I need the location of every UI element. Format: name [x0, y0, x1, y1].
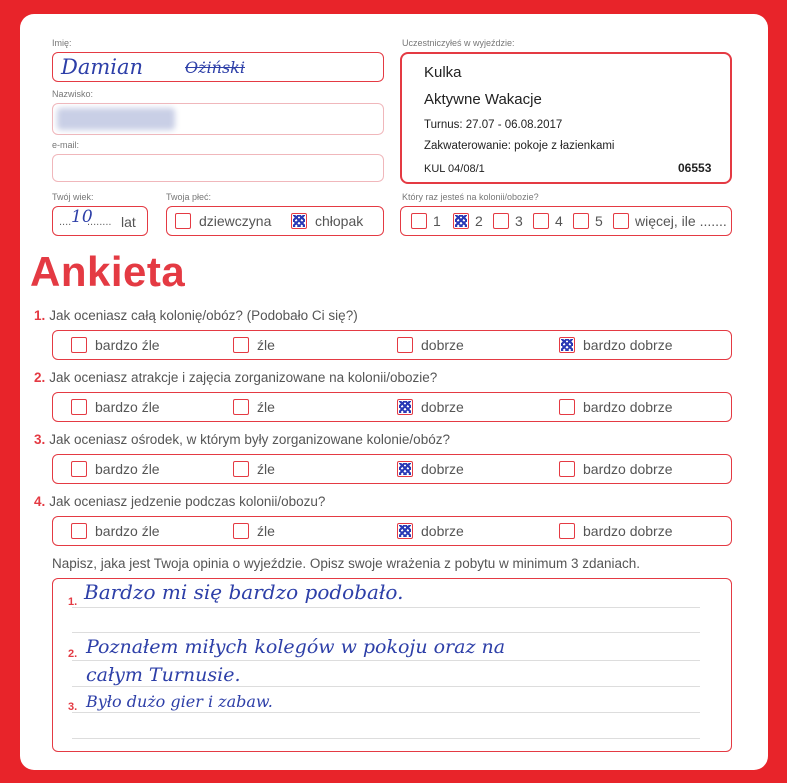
question-3-text: 3. Jak oceniasz ośrodek, w którym były zorganizowane kolonie/obóz?: [34, 432, 450, 447]
times-checkbox-5[interactable]: [573, 213, 589, 229]
question-1-text: 1. Jak oceniasz całą kolonię/obóz? (Podobało Ci się?): [34, 308, 358, 323]
answer-line: całym Turnusie.: [86, 664, 241, 686]
option-label: dobrze: [421, 461, 464, 477]
camp-code: KUL 04/08/1: [424, 163, 485, 175]
camp-accommodation: Zakwaterowanie: pokoje z łazienkami: [424, 140, 615, 152]
age-label: Twój wiek:: [52, 192, 94, 202]
surname-label: Nazwisko:: [52, 89, 94, 99]
option-checkbox-bardzo-zle[interactable]: [71, 399, 87, 415]
times-checkbox-4[interactable]: [533, 213, 549, 229]
option-label: bardzo źle: [95, 337, 160, 353]
times-checkbox-1[interactable]: [411, 213, 427, 229]
gender-checkbox-girl[interactable]: [175, 213, 191, 229]
option-checkbox-dobrze[interactable]: [397, 399, 413, 415]
camp-number: 06553: [678, 161, 712, 175]
opinion-prompt: Napisz, jaka jest Twoja opinia o wyjeździe. Opisz swoje wrażenia z pobytu w minimum 3 zdaniach.: [52, 556, 641, 571]
times-checkbox-3[interactable]: [493, 213, 509, 229]
times-checkbox-2[interactable]: [453, 213, 469, 229]
option-checkbox-bardzo-zle[interactable]: [71, 523, 87, 539]
answer-line: Było dużo gier i zabaw.: [86, 692, 273, 711]
gender-label: Twoja płeć:: [166, 192, 212, 202]
survey-title: Ankieta: [30, 248, 186, 295]
name-field[interactable]: [52, 52, 384, 82]
option-label: źle: [257, 337, 275, 353]
writing-line: [72, 686, 700, 687]
camp-turnus: Turnus: 27.07 - 06.08.2017: [424, 119, 563, 131]
email-label: e-mail:: [52, 140, 80, 150]
option-checkbox-zle[interactable]: [233, 461, 249, 477]
option-label: dobrze: [421, 337, 464, 353]
option-checkbox-bardzo-dobrze[interactable]: [559, 523, 575, 539]
option-checkbox-dobrze[interactable]: [397, 461, 413, 477]
age-unit: lat: [121, 214, 136, 230]
option-label: dobrze: [421, 523, 464, 539]
question-1-options: [52, 330, 732, 360]
surname-redacted: [57, 108, 175, 130]
answer-number: 2.: [68, 648, 78, 660]
option-checkbox-bardzo-dobrze[interactable]: [559, 461, 575, 477]
answer-number: 1.: [68, 596, 78, 608]
writing-line: [72, 712, 700, 713]
option-checkbox-zle[interactable]: [233, 399, 249, 415]
times-checkbox-more[interactable]: [613, 213, 629, 229]
writing-line: [72, 632, 700, 633]
times-label: Który raz jesteś na kolonii/obozie?: [402, 192, 539, 202]
question-3-options: [52, 454, 732, 484]
option-checkbox-zle[interactable]: [233, 523, 249, 539]
email-field[interactable]: [52, 154, 384, 182]
name-value: Damian: [61, 55, 144, 79]
option-label: bardzo dobrze: [583, 523, 673, 539]
option-label: bardzo dobrze: [583, 461, 673, 477]
option-checkbox-bardzo-zle[interactable]: [71, 461, 87, 477]
answer-line: Poznałem miłych kolegów w pokoju oraz na: [86, 636, 506, 658]
answer-number: 3.: [68, 701, 78, 713]
gender-group: [166, 206, 384, 236]
writing-line: [72, 660, 700, 661]
name-label: Imię:: [52, 38, 72, 48]
age-value: 10: [71, 207, 93, 227]
option-checkbox-bardzo-zle[interactable]: [71, 337, 87, 353]
camp-info-box: [400, 52, 732, 184]
option-checkbox-bardzo-dobrze[interactable]: [559, 337, 575, 353]
gender-option-boy: chłopak: [315, 213, 364, 229]
age-field[interactable]: .... 10 ........ lat: [52, 206, 148, 236]
option-checkbox-dobrze[interactable]: [397, 337, 413, 353]
option-label: bardzo dobrze: [583, 399, 673, 415]
option-label: bardzo dobrze: [583, 337, 673, 353]
times-group: 1 2 3 4 5 więcej, ile .......: [400, 206, 732, 236]
surname-crossed: Ożiński: [185, 58, 245, 77]
camp-brand: Aktywne Wakacje: [424, 91, 542, 108]
option-checkbox-bardzo-dobrze[interactable]: [559, 399, 575, 415]
option-label: bardzo źle: [95, 461, 160, 477]
gender-checkbox-boy[interactable]: [291, 213, 307, 229]
camp-org: Kulka: [424, 64, 462, 81]
answer-line: Bardzo mi się bardzo podobało.: [84, 580, 404, 604]
surname-field[interactable]: [52, 103, 384, 135]
writing-line: [72, 607, 700, 608]
option-checkbox-dobrze[interactable]: [397, 523, 413, 539]
gender-option-girl: dziewczyna: [199, 213, 272, 229]
camp-label: Uczestniczyłeś w wyjeździe:: [402, 38, 515, 48]
option-label: źle: [257, 523, 275, 539]
question-4-text: 4. Jak oceniasz jedzenie podczas kolonii/obozu?: [34, 494, 326, 509]
option-label: źle: [257, 399, 275, 415]
writing-line: [72, 738, 700, 739]
option-label: bardzo źle: [95, 399, 160, 415]
option-label: dobrze: [421, 399, 464, 415]
question-2-options: [52, 392, 732, 422]
option-label: bardzo źle: [95, 523, 160, 539]
question-2-text: 2. Jak oceniasz atrakcje i zajęcia zorganizowane na kolonii/obozie?: [34, 370, 438, 385]
question-4-options: [52, 516, 732, 546]
option-checkbox-zle[interactable]: [233, 337, 249, 353]
option-label: źle: [257, 461, 275, 477]
